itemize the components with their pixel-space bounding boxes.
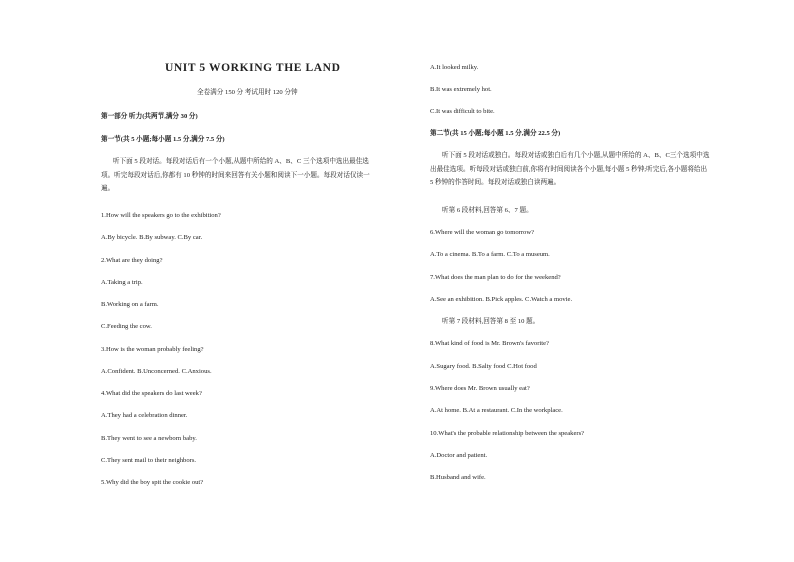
question-4-option-a: A.They had a celebration dinner. <box>101 412 188 419</box>
question-10: 10.What's the probable relationship between the speakers? <box>430 430 585 437</box>
question-3: 3.How is the woman probably feeling? <box>101 346 204 353</box>
question-10-option-a: A.Doctor and patient. <box>430 452 488 459</box>
section-one-instructions: 听下面 5 段对话。每段对话后有一个小题,从题中所给的 A、B、C 三个选项中选出最佳选项。听完每段对话后,你都有 10 秒钟的时间来回答有关小题和阅读下一小题。每段对话仅读一遍。 <box>101 158 370 192</box>
material-6-heading: 听第 6 段材料,回答第 6、7 题。 <box>442 207 533 214</box>
section-one-heading: 第一节(共 5 小题;每小题 1.5 分,满分 7.5 分) <box>101 136 225 143</box>
question-2: 2.What are they doing? <box>101 257 163 264</box>
page-title: UNIT 5 WORKING THE LAND <box>165 62 341 74</box>
material-7-heading: 听第 7 段材料,回答第 8 至 10 题。 <box>442 318 540 325</box>
question-5-option-a: A.It looked milky. <box>430 64 479 71</box>
question-4: 4.What did the speakers do last week? <box>101 390 202 397</box>
question-4-option-b: B.They went to see a newborn baby. <box>101 435 197 442</box>
question-1: 1.How will the speakers go to the exhibition? <box>101 212 221 219</box>
question-5-option-b: B.It was extremely hot. <box>430 86 492 93</box>
question-2-option-b: B.Working on a farm. <box>101 301 159 308</box>
question-9: 9.Where does Mr. Brown usually eat? <box>430 385 530 392</box>
question-9-options: A.At home. B.At a restaurant. C.In the workplace. <box>430 407 563 414</box>
score-time-info: 全卷满分 150 分 考试用时 120 分钟 <box>197 89 298 96</box>
question-8-options: A.Sugary food. B.Salty food C.Hot food <box>430 363 537 370</box>
question-6-options: A.To a cinema. B.To a farm. C.To a museum. <box>430 251 550 258</box>
question-5: 5.Why did the boy spit the cookie out? <box>101 479 204 486</box>
question-8: 8.What kind of food is Mr. Brown's favorite? <box>430 340 549 347</box>
part-one-heading: 第一部分 听力(共两节,满分 30 分) <box>101 113 198 120</box>
question-5-option-c: C.It was difficult to bite. <box>430 108 495 115</box>
question-7-options: A.See an exhibition. B.Pick apples. C.Watch a movie. <box>430 296 573 303</box>
question-2-option-a: A.Taking a trip. <box>101 279 143 286</box>
question-4-option-c: C.They sent mail to their neighbors. <box>101 457 197 464</box>
question-2-option-c: C.Feeding the cow. <box>101 323 152 330</box>
question-10-option-b: B.Husband and wife. <box>430 474 486 481</box>
section-two-heading: 第二节(共 15 小题;每小题 1.5 分,满分 22.5 分) <box>430 130 561 137</box>
question-7: 7.What does the man plan to do for the weekend? <box>430 274 561 281</box>
section-two-instructions: 听下面 5 段对话或独白。每段对话或独白后有几个小题,从题中所给的 A、B、C三个选项中选出最佳选项。听每段对话或独白前,你将有时间阅读各个小题,每小题 5 秒钟;听完后,各小题将给出 5 秒钟的作答时间。每段对话或独白读两遍。 <box>430 152 710 186</box>
question-1-options: A.By bicycle. B.By subway. C.By car. <box>101 234 203 241</box>
question-3-options: A.Confident. B.Unconcerned. C.Anxious. <box>101 368 212 375</box>
question-6: 6.Where will the woman go tomorrow? <box>430 229 535 236</box>
